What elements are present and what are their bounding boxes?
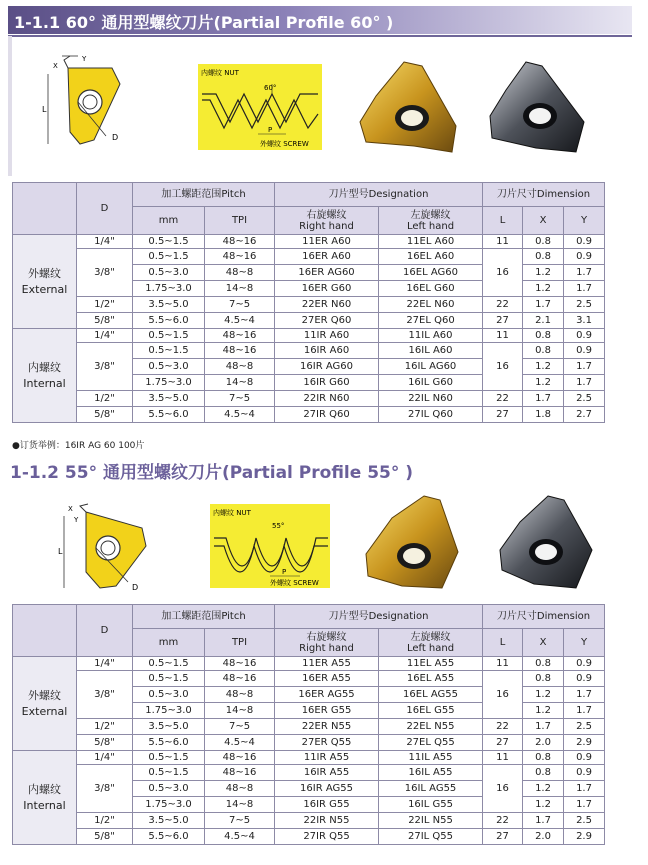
cell-y: 1.7 bbox=[564, 281, 605, 297]
group-label-en: Internal bbox=[23, 798, 66, 812]
cell-x: 1.2 bbox=[523, 265, 564, 281]
cell-right: 16ER AG60 bbox=[275, 265, 379, 281]
black-insert-photo-1 bbox=[484, 56, 594, 160]
cell-left: 22EL N55 bbox=[379, 719, 483, 735]
drawing-1-l-label: L bbox=[42, 105, 47, 114]
cell-x: 1.7 bbox=[523, 719, 564, 735]
cell-l: 22 bbox=[483, 813, 523, 829]
cell-l: 11 bbox=[483, 329, 523, 343]
cell-tpi: 48~8 bbox=[205, 265, 275, 281]
cell-right: 27ER Q60 bbox=[275, 313, 379, 329]
table-row bbox=[13, 719, 605, 735]
cell-mm: 0.5~1.5 bbox=[133, 343, 205, 359]
insert-dimension-drawing-1 bbox=[40, 54, 130, 154]
cell-mm: 3.5~5.0 bbox=[133, 719, 205, 735]
cell-l: 11 bbox=[483, 657, 523, 671]
cell-l: 27 bbox=[483, 313, 523, 329]
cell-mm: 0.5~3.0 bbox=[133, 359, 205, 375]
cell-tpi: 48~16 bbox=[205, 343, 275, 359]
cell-tpi: 48~16 bbox=[205, 657, 275, 671]
cell-mm: 1.75~3.0 bbox=[133, 375, 205, 391]
black-insert-photo-2 bbox=[494, 492, 598, 596]
cell-right: 16ER G60 bbox=[275, 281, 379, 297]
cell-l: 11 bbox=[483, 751, 523, 765]
header-right-hand bbox=[275, 629, 379, 657]
cell-right: 11ER A55 bbox=[275, 657, 379, 671]
cell-d: 1/2" bbox=[77, 297, 133, 313]
cell-left: 22EL N60 bbox=[379, 297, 483, 313]
cell-l: 22 bbox=[483, 391, 523, 407]
cell-tpi: 48~16 bbox=[205, 249, 275, 265]
cell-tpi: 48~8 bbox=[205, 781, 275, 797]
section-1-title: 1-1.1 60° 通用型螺纹刀片(Partial Profile 60° ) bbox=[14, 13, 394, 32]
header-x: X bbox=[523, 207, 564, 235]
cell-y: 1.7 bbox=[564, 781, 605, 797]
cell-d: 1/2" bbox=[77, 391, 133, 407]
cell-tpi: 14~8 bbox=[205, 703, 275, 719]
header-l: L bbox=[483, 207, 523, 235]
cell-right: 16ER A55 bbox=[275, 671, 379, 687]
cell-mm: 0.5~1.5 bbox=[133, 235, 205, 249]
cell-tpi: 48~8 bbox=[205, 687, 275, 703]
drawing-1-y-label: Y bbox=[82, 55, 87, 63]
cell-y: 2.5 bbox=[564, 813, 605, 829]
cell-y: 0.9 bbox=[564, 765, 605, 781]
cell-mm: 0.5~3.0 bbox=[133, 781, 205, 797]
header-y: Y bbox=[564, 207, 605, 235]
cell-x: 1.2 bbox=[523, 281, 564, 297]
cell-left: 16IL G55 bbox=[379, 797, 483, 813]
cell-tpi: 14~8 bbox=[205, 375, 275, 391]
cell-tpi: 48~16 bbox=[205, 671, 275, 687]
cell-d: 1/2" bbox=[77, 719, 133, 735]
cell-left: 16IL A60 bbox=[379, 343, 483, 359]
group-label-cn: 外螺纹 bbox=[28, 266, 61, 280]
cell-left: 16IL A55 bbox=[379, 765, 483, 781]
cell-l: 27 bbox=[483, 735, 523, 751]
header-mm: mm bbox=[133, 207, 205, 235]
cell-left: 11EL A60 bbox=[379, 235, 483, 249]
cell-x: 0.8 bbox=[523, 765, 564, 781]
group-label-cn: 内螺纹 bbox=[28, 360, 61, 374]
group-external bbox=[13, 235, 77, 329]
thread-profile-diagram-2 bbox=[210, 504, 330, 588]
profile-1-screw-label: 外螺纹 SCREW bbox=[260, 140, 309, 148]
cell-x: 0.8 bbox=[523, 343, 564, 359]
cell-d: 1/4" bbox=[77, 657, 133, 671]
table-row bbox=[13, 343, 605, 359]
section-1-underline bbox=[8, 35, 632, 37]
cell-right: 16IR A60 bbox=[275, 343, 379, 359]
cell-mm: 0.5~3.0 bbox=[133, 265, 205, 281]
cell-x: 1.2 bbox=[523, 687, 564, 703]
table-row bbox=[13, 829, 605, 845]
cell-d: 1/4" bbox=[77, 329, 133, 343]
cell-mm: 0.5~1.5 bbox=[133, 249, 205, 265]
cell-x: 0.8 bbox=[523, 657, 564, 671]
cell-x: 2.0 bbox=[523, 829, 564, 845]
cell-y: 0.9 bbox=[564, 235, 605, 249]
header-designation: 刀片型号Designation bbox=[275, 183, 483, 207]
header-blank bbox=[13, 605, 77, 657]
cell-mm: 5.5~6.0 bbox=[133, 313, 205, 329]
cell-l: 27 bbox=[483, 829, 523, 845]
table-row bbox=[13, 249, 605, 265]
cell-y: 0.9 bbox=[564, 657, 605, 671]
cell-x: 1.2 bbox=[523, 797, 564, 813]
cell-right: 11ER A60 bbox=[275, 235, 379, 249]
cell-l: 22 bbox=[483, 719, 523, 735]
cell-left: 27EL Q60 bbox=[379, 313, 483, 329]
section-1-side-bar bbox=[8, 36, 12, 176]
table-row bbox=[13, 391, 605, 407]
header-right-hand-cn: 右旋螺纹 bbox=[306, 209, 347, 221]
cell-left: 22IL N60 bbox=[379, 391, 483, 407]
cell-y: 0.9 bbox=[564, 329, 605, 343]
cell-left: 16IL AG60 bbox=[379, 359, 483, 375]
cell-tpi: 4.5~4 bbox=[205, 735, 275, 751]
cell-right: 16IR AG55 bbox=[275, 781, 379, 797]
cell-x: 1.8 bbox=[523, 407, 564, 423]
header-y: Y bbox=[564, 629, 605, 657]
cell-y: 2.9 bbox=[564, 735, 605, 751]
cell-left: 27IL Q55 bbox=[379, 829, 483, 845]
cell-x: 1.7 bbox=[523, 297, 564, 313]
cell-tpi: 7~5 bbox=[205, 297, 275, 313]
cell-tpi: 7~5 bbox=[205, 391, 275, 407]
header-pitch: 加工螺距范围Pitch bbox=[133, 183, 275, 207]
cell-right: 16ER A60 bbox=[275, 249, 379, 265]
cell-tpi: 4.5~4 bbox=[205, 407, 275, 423]
cell-right: 11IR A60 bbox=[275, 329, 379, 343]
thread-profile-diagram-1 bbox=[198, 64, 322, 150]
cell-left: 16EL AG60 bbox=[379, 265, 483, 281]
cell-y: 1.7 bbox=[564, 703, 605, 719]
cell-y: 2.7 bbox=[564, 407, 605, 423]
drawing-2-x-label: X bbox=[68, 505, 73, 513]
cell-l: 22 bbox=[483, 297, 523, 313]
profile-1-nut-label: 内螺纹 NUT bbox=[201, 69, 239, 77]
cell-left: 11IL A60 bbox=[379, 329, 483, 343]
cell-tpi: 14~8 bbox=[205, 281, 275, 297]
cell-right: 16ER AG55 bbox=[275, 687, 379, 703]
header-left-hand bbox=[379, 629, 483, 657]
cell-mm: 3.5~5.0 bbox=[133, 297, 205, 313]
cell-mm: 1.75~3.0 bbox=[133, 281, 205, 297]
header-tpi: TPI bbox=[205, 629, 275, 657]
cell-left: 16EL G60 bbox=[379, 281, 483, 297]
cell-y: 1.7 bbox=[564, 797, 605, 813]
cell-tpi: 7~5 bbox=[205, 813, 275, 829]
cell-x: 0.8 bbox=[523, 751, 564, 765]
header-left-hand-cn: 左旋螺纹 bbox=[410, 631, 451, 643]
cell-l: 16 bbox=[483, 249, 523, 297]
cell-tpi: 48~16 bbox=[205, 235, 275, 249]
gold-insert-photo-2 bbox=[362, 492, 466, 596]
table-row bbox=[13, 329, 605, 343]
cell-l: 16 bbox=[483, 671, 523, 719]
cell-d: 5/8" bbox=[77, 313, 133, 329]
cell-y: 1.7 bbox=[564, 359, 605, 375]
cell-left: 16IL G60 bbox=[379, 375, 483, 391]
table-row bbox=[13, 297, 605, 313]
group-label-en: External bbox=[21, 282, 68, 296]
header-right-hand bbox=[275, 207, 379, 235]
cell-right: 16IR G60 bbox=[275, 375, 379, 391]
header-left-hand-en: Left hand bbox=[406, 642, 455, 654]
cell-left: 16EL A60 bbox=[379, 249, 483, 265]
table-row bbox=[13, 235, 605, 249]
cell-right: 16IR A55 bbox=[275, 765, 379, 781]
table-row bbox=[13, 751, 605, 765]
table-row bbox=[13, 657, 605, 671]
cell-y: 0.9 bbox=[564, 249, 605, 265]
cell-x: 1.2 bbox=[523, 375, 564, 391]
cell-x: 2.1 bbox=[523, 313, 564, 329]
header-right-hand-en: Right hand bbox=[299, 642, 354, 654]
cell-l: 16 bbox=[483, 343, 523, 391]
cell-right: 27IR Q55 bbox=[275, 829, 379, 845]
cell-mm: 0.5~1.5 bbox=[133, 329, 205, 343]
cell-d: 1/2" bbox=[77, 813, 133, 829]
cell-mm: 0.5~1.5 bbox=[133, 671, 205, 687]
cell-x: 1.2 bbox=[523, 703, 564, 719]
profile-1-p-label: P bbox=[268, 126, 273, 134]
header-right-hand-en: Right hand bbox=[299, 220, 354, 232]
drawing-2-l-label: L bbox=[58, 547, 63, 556]
cell-right: 16ER G55 bbox=[275, 703, 379, 719]
cell-tpi: 7~5 bbox=[205, 719, 275, 735]
cell-left: 16EL G55 bbox=[379, 703, 483, 719]
section-1-header bbox=[8, 6, 632, 34]
drawing-1-d-label: D bbox=[112, 133, 119, 142]
cell-right: 22IR N60 bbox=[275, 391, 379, 407]
cell-l: 27 bbox=[483, 407, 523, 423]
cell-right: 22IR N55 bbox=[275, 813, 379, 829]
header-blank bbox=[13, 183, 77, 235]
group-internal bbox=[13, 751, 77, 845]
cell-mm: 5.5~6.0 bbox=[133, 829, 205, 845]
spec-table-60 bbox=[12, 182, 605, 423]
order-example-note: ●订货举例：16IR AG 60 100片 bbox=[12, 441, 145, 451]
cell-y: 2.5 bbox=[564, 719, 605, 735]
cell-d: 5/8" bbox=[77, 735, 133, 751]
cell-right: 16IR G55 bbox=[275, 797, 379, 813]
table-row bbox=[13, 671, 605, 687]
header-left-hand-en: Left hand bbox=[406, 220, 455, 232]
insert-dimension-drawing-2 bbox=[56, 502, 156, 598]
cell-mm: 0.5~1.5 bbox=[133, 765, 205, 781]
cell-left: 11IL A55 bbox=[379, 751, 483, 765]
cell-y: 0.9 bbox=[564, 343, 605, 359]
cell-left: 22IL N55 bbox=[379, 813, 483, 829]
cell-d: 5/8" bbox=[77, 829, 133, 845]
cell-right: 11IR A55 bbox=[275, 751, 379, 765]
cell-left: 27EL Q55 bbox=[379, 735, 483, 751]
cell-mm: 0.5~3.0 bbox=[133, 687, 205, 703]
cell-x: 0.8 bbox=[523, 671, 564, 687]
group-label-cn: 外螺纹 bbox=[28, 688, 61, 702]
cell-d: 1/4" bbox=[77, 235, 133, 249]
group-external bbox=[13, 657, 77, 751]
cell-mm: 0.5~1.5 bbox=[133, 751, 205, 765]
profile-2-p-label: P bbox=[282, 568, 287, 576]
header-dimension: 刀片尺寸Dimension bbox=[483, 605, 605, 629]
header-tpi: TPI bbox=[205, 207, 275, 235]
cell-x: 1.7 bbox=[523, 391, 564, 407]
header-designation: 刀片型号Designation bbox=[275, 605, 483, 629]
cell-mm: 5.5~6.0 bbox=[133, 735, 205, 751]
cell-mm: 0.5~1.5 bbox=[133, 657, 205, 671]
cell-mm: 5.5~6.0 bbox=[133, 407, 205, 423]
cell-right: 22ER N60 bbox=[275, 297, 379, 313]
cell-d: 3/8" bbox=[77, 249, 133, 297]
cell-d: 5/8" bbox=[77, 407, 133, 423]
header-pitch: 加工螺距范围Pitch bbox=[133, 605, 275, 629]
header-dimension: 刀片尺寸Dimension bbox=[483, 183, 605, 207]
cell-mm: 1.75~3.0 bbox=[133, 703, 205, 719]
table-row bbox=[13, 735, 605, 751]
cell-y: 2.5 bbox=[564, 391, 605, 407]
cell-d: 3/8" bbox=[77, 343, 133, 391]
drawing-1-x-label: X bbox=[53, 62, 58, 70]
cell-right: 22ER N55 bbox=[275, 719, 379, 735]
cell-mm: 3.5~5.0 bbox=[133, 813, 205, 829]
cell-x: 0.8 bbox=[523, 249, 564, 265]
profile-2-angle-label: 55° bbox=[272, 522, 285, 530]
cell-mm: 3.5~5.0 bbox=[133, 391, 205, 407]
cell-y: 0.9 bbox=[564, 671, 605, 687]
cell-y: 2.9 bbox=[564, 829, 605, 845]
header-left-hand-cn: 左旋螺纹 bbox=[410, 209, 451, 221]
section-2-title: 1-1.2 55° 通用型螺纹刀片(Partial Profile 55° ) bbox=[10, 463, 414, 483]
table-row bbox=[13, 813, 605, 829]
cell-mm: 1.75~3.0 bbox=[133, 797, 205, 813]
profile-1-angle-label: 60° bbox=[264, 84, 277, 92]
gold-insert-photo-1 bbox=[356, 56, 466, 160]
table-row bbox=[13, 407, 605, 423]
cell-x: 0.8 bbox=[523, 235, 564, 249]
group-label-cn: 内螺纹 bbox=[28, 782, 61, 796]
cell-x: 0.8 bbox=[523, 329, 564, 343]
cell-tpi: 48~8 bbox=[205, 359, 275, 375]
cell-y: 2.5 bbox=[564, 297, 605, 313]
cell-tpi: 4.5~4 bbox=[205, 829, 275, 845]
table-row bbox=[13, 313, 605, 329]
cell-right: 16IR AG60 bbox=[275, 359, 379, 375]
cell-right: 27IR Q60 bbox=[275, 407, 379, 423]
cell-right: 27ER Q55 bbox=[275, 735, 379, 751]
cell-l: 11 bbox=[483, 235, 523, 249]
header-right-hand-cn: 右旋螺纹 bbox=[306, 631, 347, 643]
drawing-2-d-label: D bbox=[132, 583, 139, 592]
cell-tpi: 4.5~4 bbox=[205, 313, 275, 329]
profile-2-screw-label: 外螺纹 SCREW bbox=[270, 579, 319, 587]
group-label-en: External bbox=[21, 704, 68, 718]
cell-y: 1.7 bbox=[564, 687, 605, 703]
cell-tpi: 48~16 bbox=[205, 329, 275, 343]
profile-2-nut-label: 内螺纹 NUT bbox=[213, 509, 251, 517]
group-label-en: Internal bbox=[23, 376, 66, 390]
cell-left: 27IL Q60 bbox=[379, 407, 483, 423]
drawing-2-y-label: Y bbox=[74, 516, 79, 524]
header-d: D bbox=[77, 605, 133, 657]
spec-table-55 bbox=[12, 604, 605, 845]
cell-y: 3.1 bbox=[564, 313, 605, 329]
header-l: L bbox=[483, 629, 523, 657]
header-x: X bbox=[523, 629, 564, 657]
header-d: D bbox=[77, 183, 133, 235]
group-internal bbox=[13, 329, 77, 423]
cell-y: 0.9 bbox=[564, 751, 605, 765]
cell-x: 1.2 bbox=[523, 781, 564, 797]
header-left-hand bbox=[379, 207, 483, 235]
table-row bbox=[13, 765, 605, 781]
cell-y: 1.7 bbox=[564, 375, 605, 391]
cell-d: 1/4" bbox=[77, 751, 133, 765]
cell-tpi: 48~16 bbox=[205, 751, 275, 765]
cell-left: 16EL A55 bbox=[379, 671, 483, 687]
header-mm: mm bbox=[133, 629, 205, 657]
cell-x: 1.7 bbox=[523, 813, 564, 829]
cell-tpi: 14~8 bbox=[205, 797, 275, 813]
cell-d: 3/8" bbox=[77, 765, 133, 813]
cell-d: 3/8" bbox=[77, 671, 133, 719]
cell-y: 1.7 bbox=[564, 265, 605, 281]
cell-left: 11EL A55 bbox=[379, 657, 483, 671]
cell-x: 2.0 bbox=[523, 735, 564, 751]
cell-left: 16EL AG55 bbox=[379, 687, 483, 703]
cell-tpi: 48~16 bbox=[205, 765, 275, 781]
cell-l: 16 bbox=[483, 765, 523, 813]
cell-x: 1.2 bbox=[523, 359, 564, 375]
cell-left: 16IL AG55 bbox=[379, 781, 483, 797]
